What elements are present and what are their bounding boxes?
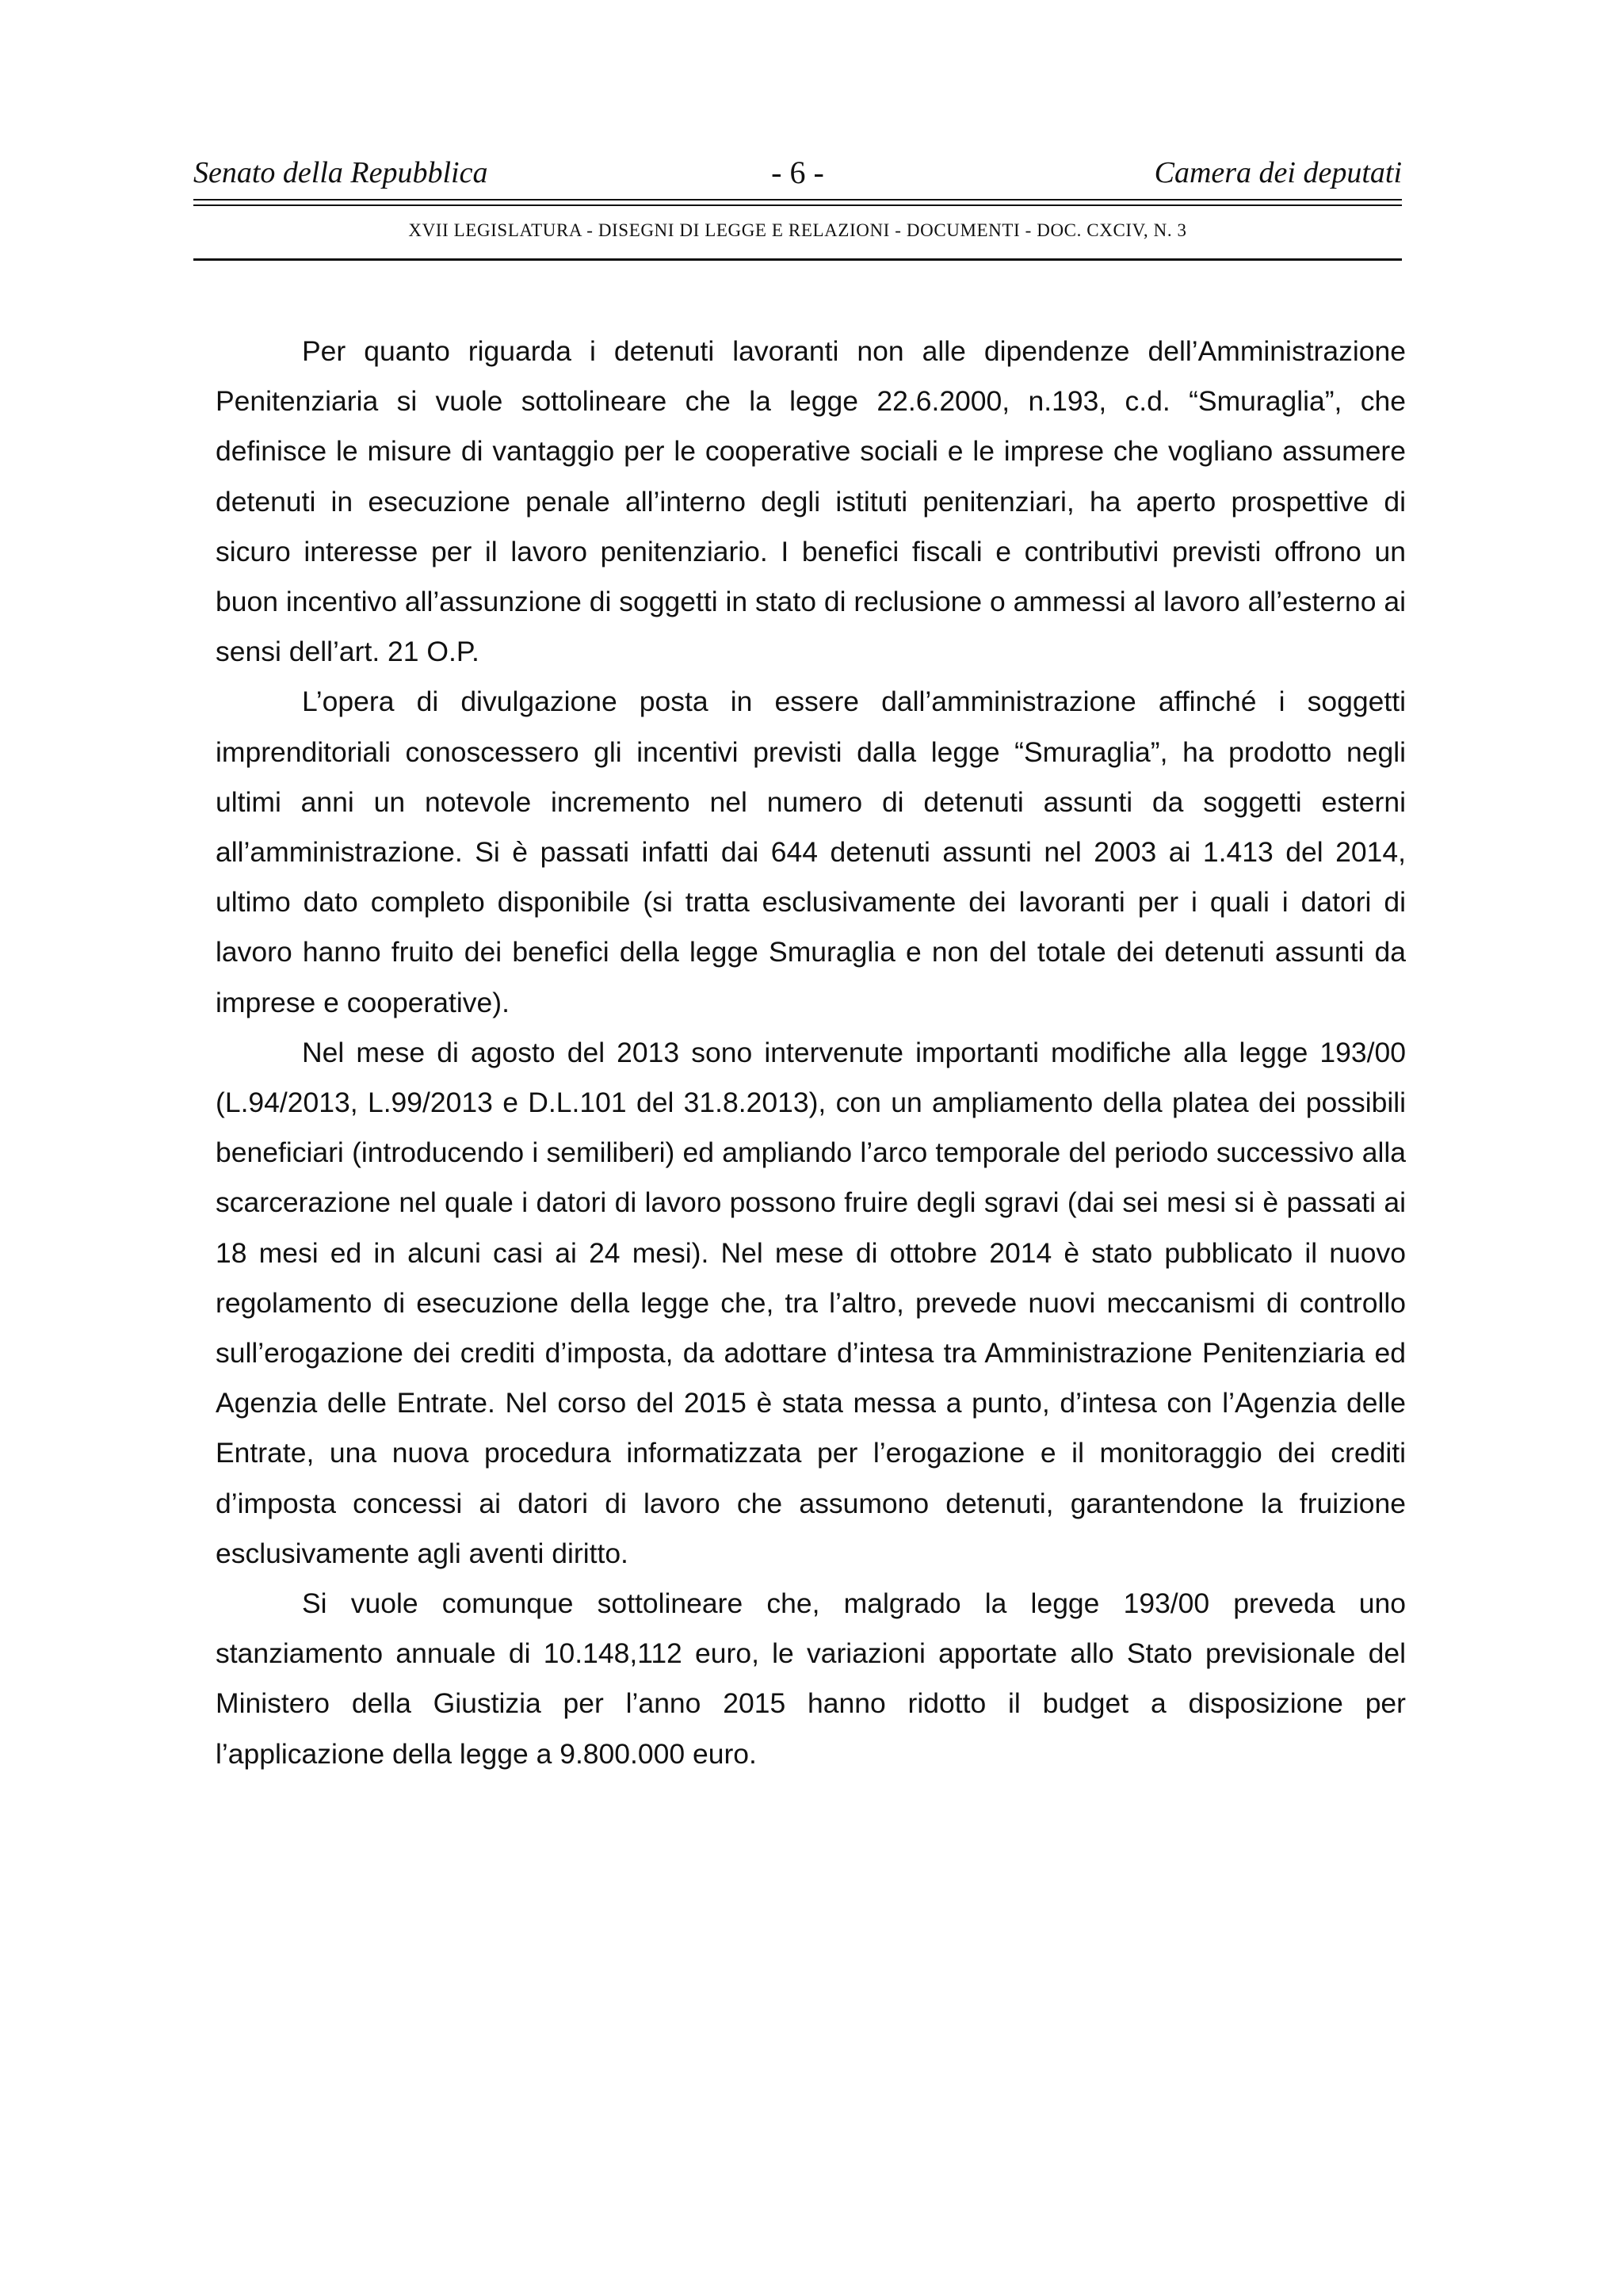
page-number: - 6 - bbox=[771, 155, 824, 190]
document-body bbox=[216, 327, 1406, 1779]
header-top-line bbox=[193, 149, 1402, 197]
paragraph: Per quanto riguarda i detenuti lavoranti non alle dipendenze dell’Amministrazione Penitenziaria si vuole sottolineare che la legge 22.6.2000, n.193, c.d. “Smuraglia”, che definisce le misure di vantaggio per le cooperative sociali e le imprese che vogliano assumere detenuti in esecuzione penale all’interno degli istituti penitenziari, ha aperto prospettive di sicuro interesse per il lavoro penitenziario. I benefici fiscali e contributivi previsti offrono un buon incentivo all’assunzione di soggetti in stato di reclusione o ammessi al lavoro all’esterno ai sensi dell’art. 21 O.P. bbox=[216, 335, 1406, 668]
header-document-reference: XVII LEGISLATURA - DISEGNI DI LEGGE E RELAZIONI - DOCUMENTI - DOC. CXCIV, N. 3 bbox=[408, 220, 1187, 240]
page-header bbox=[193, 149, 1402, 268]
header-senate-label: Senato della Repubblica bbox=[193, 156, 488, 189]
paragraph: Nel mese di agosto del 2013 sono intervenute importanti modifiche alla legge 193/00 (L.94/2013, L.99/2013 e D.L.101 del 31.8.2013), con un ampliamento della platea dei possibili beneficiari (introducendo i semiliberi) ed ampliando l’arco temporale del periodo successivo alla scarcerazione nel quale i datori di lavoro possono fruire degli sgravi (dai sei mesi si è passati ai 18 mesi ed in alcuni casi ai 24 mesi). Nel mese di ottobre 2014 è stato pubblicato il nuovo regolamento di esecuzione della legge che, tra l’altro, prevede nuovi meccanismi di controllo sull’erogazione dei crediti d’imposta, da adottare d’intesa tra Amministrazione Penitenziaria ed Agenzia delle Entrate. Nel corso del 2015 è stata messa a punto, d’intesa con l’Agenzia delle Entrate, una nuova procedura informatizzata per l’erogazione e il monitoraggio dei crediti d’imposta concessi ai datori di lavoro che assumono detenuti, garantendone la fruizione esclusivamente agli aventi diritto. bbox=[216, 1036, 1406, 1569]
paragraph: L’opera di divulgazione posta in essere dall’amministrazione affinché i soggetti imprenditoriali conoscessero gli incentivi previsti dalla legge “Smuraglia”, ha prodotto negli ultimi anni un notevole incremento nel numero di detenuti assunti da soggetti esterni all’amministrazione. Si è passati infatti dai 644 detenuti assunti nel 2003 ai 1.413 del 2014, ultimo dato completo disponibile (si tratta esclusivamente dei lavoranti per i quali i datori di lavoro hanno fruito dei benefici della legge Smuraglia e non del totale dei detenuti assunti da imprese e cooperative). bbox=[216, 686, 1406, 1018]
header-rule-bottom bbox=[193, 258, 1402, 261]
paragraph: Si vuole comunque sottolineare che, malgrado la legge 193/00 preveda uno stanziamento annuale di 10.148,112 euro, le variazioni apportate allo Stato previsionale del Ministero della Giustizia per l’anno 2015 hanno ridotto il budget a disposizione per l’applicazione della legge a 9.800.000 euro. bbox=[216, 1587, 1406, 1770]
header-rule-top bbox=[193, 199, 1402, 201]
header-chamber-label: Camera dei deputati bbox=[1154, 156, 1402, 189]
header-rule-double bbox=[193, 204, 1402, 206]
